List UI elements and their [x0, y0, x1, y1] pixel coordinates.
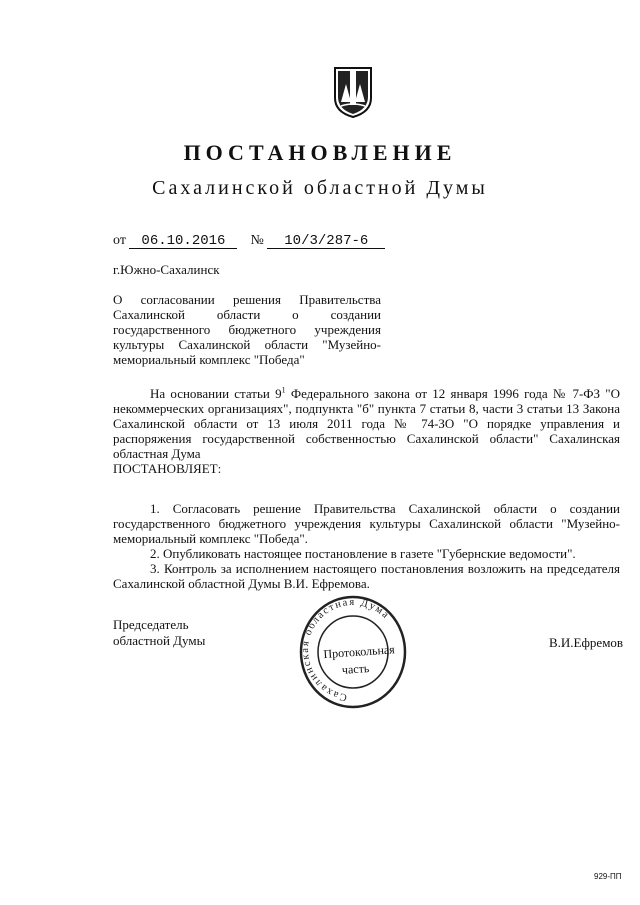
city-line: г.Южно-Сахалинск: [113, 262, 220, 277]
coat-of-arms-icon: [333, 66, 373, 119]
document-title: ПОСТАНОВЛЕНИЕ: [183, 140, 457, 165]
date-prefix: от: [113, 233, 126, 248]
subject-heading: О согласовании решения Правительства Сахалинской области о создании государственного бюджетного учреждения культуры Сахалинской области "Музейно-мемориальный комплекс "Победа": [113, 292, 381, 367]
signatory-position: Председатель областной Думы: [113, 617, 206, 648]
resolution-item-1: 1. Согласовать решение Правительства Сахалинской области о создании государственного бюджетного учреждения культуры Сахалинской области "Музейно-мемориальный комплекс "Победа".: [113, 501, 620, 546]
decree-word: ПОСТАНОВЛЯЕТ:: [113, 461, 222, 476]
document-date: 06.10.2016: [129, 234, 237, 249]
date-number-line: [113, 233, 385, 249]
stamp-center-text: Протокольная часть: [322, 642, 396, 677]
form-code: 929-ПП: [594, 872, 622, 881]
preamble-paragraph: На основании статьи $9^1$ Федерального закона от 12 января 1996 года № 7-ФЗ "О некоммерческих организациях", подпункта "б" пункта 7 статьи 8, части 3 статьи 13 Закона Сахалинской области от 13 июля 2011 года № 74-ЗО "О порядке управления и распоряжения государственной собственностью Сахалинской области" Сахалинская областная Дума: [113, 385, 620, 461]
svg-text:Сахалинская областная Дума: Сахалинская областная Дума: [299, 596, 392, 703]
issuer-name: Сахалинской областной Думы: [152, 177, 488, 199]
signatory-name: В.И.Ефремов: [549, 635, 624, 650]
resolution-item-3: 3. Контроль за исполнением настоящего постановления возложить на председателя Сахалинской областной Думы В.И. Ефремова.: [113, 561, 620, 591]
number-prefix: №: [250, 233, 264, 248]
document-body: [113, 386, 620, 591]
resolution-item-2: 2. Опубликовать настоящее постановление в газете "Губернские ведомости".: [150, 546, 576, 561]
document-number: 10/3/287-6: [267, 234, 385, 249]
